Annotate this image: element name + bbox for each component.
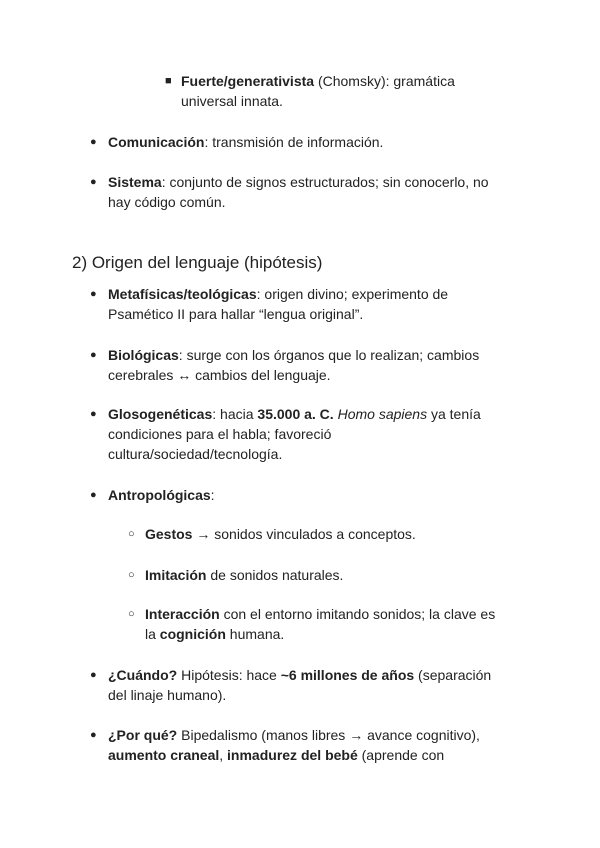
desc-gestos: → sonidos vinculados a conceptos. — [192, 526, 416, 542]
desc-metafisicas: : origen divino; experimento de — [256, 286, 449, 302]
list-item-metafisicas — [108, 284, 448, 304]
sub-item-imitacion — [145, 565, 343, 585]
desc-cuando-1: Hipótesis: hace — [177, 667, 281, 683]
disc-bullet-icon: ● — [90, 729, 97, 741]
list-item-biologicas — [108, 345, 479, 365]
desc-comunicacion: : transmisión de información. — [204, 134, 384, 150]
disc-bullet-icon: ● — [90, 489, 97, 501]
term-sistema: Sistema — [108, 174, 162, 190]
list-item-metafisicas-line2: Psamético II para hallar “lengua original”. — [108, 306, 364, 322]
term-metafisicas: Metafísicas/teológicas — [108, 286, 257, 302]
sep-porque: , — [219, 747, 228, 763]
disc-bullet-icon: ● — [90, 176, 97, 188]
term-interaccion: Interacción — [145, 606, 220, 622]
section-heading: 2) Origen del lenguaje (hipótesis) — [72, 253, 323, 272]
date-35000: 35.000 a. C. — [257, 406, 334, 422]
desc-antropologicas: : — [210, 487, 215, 503]
sub-item-interaccion-line2 — [145, 624, 284, 644]
term-porque: ¿Por qué? — [108, 727, 178, 743]
square-bullet-icon: ■ — [165, 75, 172, 87]
term-glosogeneticas: Glosogenéticas — [108, 406, 213, 422]
desc-biologicas: : surge con los órganos que lo realizan; cambios — [178, 347, 480, 363]
desc-glosogeneticas-3: ya tenía — [427, 406, 481, 422]
disc-bullet-icon: ● — [90, 136, 97, 148]
list-item-fuerte — [181, 71, 455, 91]
desc-interaccion-post: humana. — [225, 626, 285, 642]
term-comunicacion: Comunicación — [108, 134, 205, 150]
desc-interaccion-pre: la — [145, 626, 160, 642]
sub-item-interaccion — [145, 604, 495, 624]
term-fuerte: Fuerte/generativista — [181, 73, 315, 89]
list-item-fuerte-line2: universal innata. — [181, 93, 283, 109]
desc-imitacion: de sonidos naturales. — [206, 567, 344, 583]
list-item-sistema — [108, 172, 489, 192]
desc-sistema: : conjunto de signos estructurados; sin conocerlo, no — [161, 174, 489, 190]
list-item-porque — [108, 725, 480, 745]
term-cuando: ¿Cuándo? — [108, 667, 178, 683]
list-item-sistema-line2: hay código común. — [108, 194, 226, 210]
list-item-biologicas-line2: cerebrales ↔ cambios del lenguaje. — [108, 367, 331, 383]
term-gestos: Gestos — [145, 526, 193, 542]
circle-bullet-icon: ○ — [128, 608, 135, 620]
term-aumento-craneal: aumento craneal — [108, 747, 220, 763]
term-imitacion: Imitación — [145, 567, 207, 583]
desc-fuerte: (Chomsky): gramática — [314, 73, 455, 89]
list-item-cuando-line2: del linaje humano). — [108, 687, 227, 703]
term-inmadurez: inmadurez del bebé — [227, 747, 358, 763]
circle-bullet-icon: ○ — [128, 528, 135, 540]
list-item-comunicacion — [108, 132, 383, 152]
list-item-porque-line2 — [108, 745, 444, 765]
desc-porque: Bipedalismo (manos libres → avance cognitivo), — [177, 727, 480, 743]
homo-sapiens: Homo sapiens — [337, 406, 428, 422]
list-item-antropologicas — [108, 485, 215, 505]
desc-interaccion: con el entorno imitando sonidos; la clave es — [219, 606, 496, 622]
term-biologicas: Biológicas — [108, 347, 179, 363]
term-cognicion: cognición — [159, 626, 226, 642]
list-item-cuando — [108, 665, 491, 685]
disc-bullet-icon: ● — [90, 349, 97, 361]
term-antropologicas: Antropológicas — [108, 487, 211, 503]
list-item-glosogeneticas — [108, 404, 481, 424]
desc-cuando-2: (separación — [414, 667, 492, 683]
disc-bullet-icon: ● — [90, 288, 97, 300]
list-item-glosogeneticas-line2: condiciones para el habla; favoreció — [108, 426, 332, 442]
disc-bullet-icon: ● — [90, 408, 97, 420]
desc-porque-line2: (aprende con — [357, 747, 445, 763]
circle-bullet-icon: ○ — [128, 569, 135, 581]
list-item-glosogeneticas-line3: cultura/sociedad/tecnología. — [108, 446, 283, 462]
desc-glosogeneticas-1: : hacia — [212, 406, 258, 422]
disc-bullet-icon: ● — [90, 669, 97, 681]
value-6-millones: ~6 millones de años — [280, 667, 415, 683]
sub-item-gestos — [145, 524, 416, 544]
